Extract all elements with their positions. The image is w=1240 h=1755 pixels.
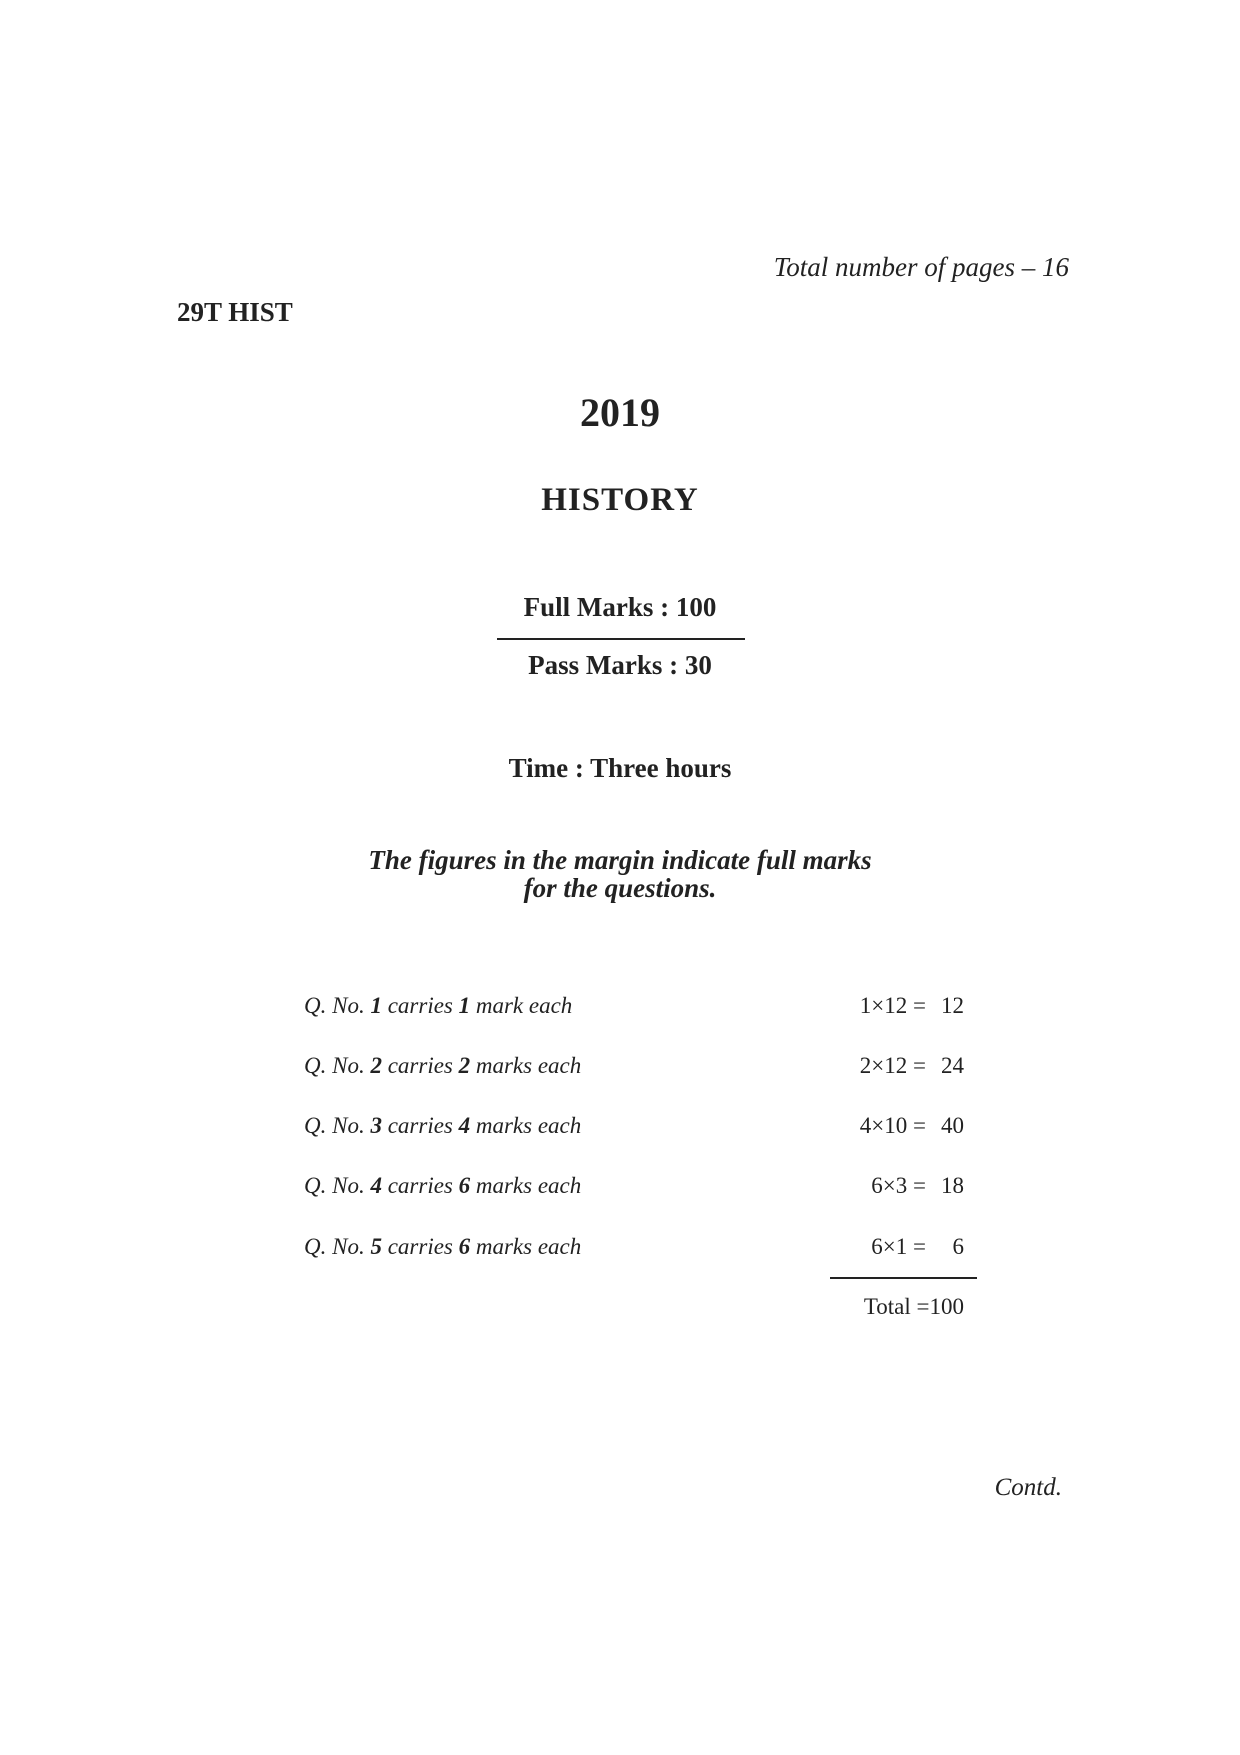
continued-note: Contd. bbox=[994, 1474, 1062, 1501]
marks-subtotal: 24 bbox=[941, 1053, 964, 1078]
question-description: Q. No. 2 carries 2 marks each bbox=[304, 1053, 582, 1078]
question-description: Q. No. 1 carries 1 mark each bbox=[304, 993, 573, 1018]
full-marks: Full Marks : 100 bbox=[523, 592, 717, 622]
total-pages-note: Total number of pages – 16 bbox=[773, 252, 1069, 282]
marks-subtotal: 40 bbox=[941, 1113, 964, 1138]
question-description: Q. No. 5 carries 6 marks each bbox=[304, 1234, 582, 1259]
marks-row-q5 bbox=[304, 1234, 964, 1266]
marks-subtotal: 6 bbox=[952, 1234, 964, 1259]
marks-row-q4 bbox=[304, 1173, 964, 1205]
pass-marks: Pass Marks : 30 bbox=[528, 650, 712, 680]
marks-calculation: 4×10 = 40 bbox=[859, 1113, 964, 1138]
question-description: Q. No. 4 carries 6 marks each bbox=[304, 1173, 582, 1198]
question-description: Q. No. 3 carries 4 marks each bbox=[304, 1113, 582, 1138]
exam-duration: Time : Three hours bbox=[508, 753, 732, 783]
subject-title: HISTORY bbox=[541, 482, 699, 518]
exam-year: 2019 bbox=[580, 390, 660, 435]
marks-row-q2 bbox=[304, 1053, 964, 1085]
marks-divider bbox=[497, 638, 745, 640]
instruction-line-2: for the questions. bbox=[523, 873, 717, 903]
instruction-line-1: The figures in the margin indicate full marks bbox=[368, 845, 872, 875]
marks-row-q3 bbox=[304, 1113, 964, 1145]
marks-calculation: 1×12 = 12 bbox=[859, 993, 964, 1018]
marks-calculation: 6×1 = 6 bbox=[871, 1234, 964, 1259]
marks-calculation: 2×12 = 24 bbox=[859, 1053, 964, 1078]
total-divider bbox=[830, 1277, 977, 1279]
instruction-text bbox=[0, 846, 1240, 902]
marks-subtotal: 12 bbox=[941, 993, 964, 1018]
marks-row-q1 bbox=[304, 993, 964, 1025]
marks-calculation: 6×3 = 18 bbox=[871, 1173, 964, 1198]
paper-code: 29T HIST bbox=[177, 297, 293, 327]
marks-subtotal: 18 bbox=[941, 1173, 964, 1198]
total-marks: Total =100 bbox=[863, 1294, 964, 1319]
